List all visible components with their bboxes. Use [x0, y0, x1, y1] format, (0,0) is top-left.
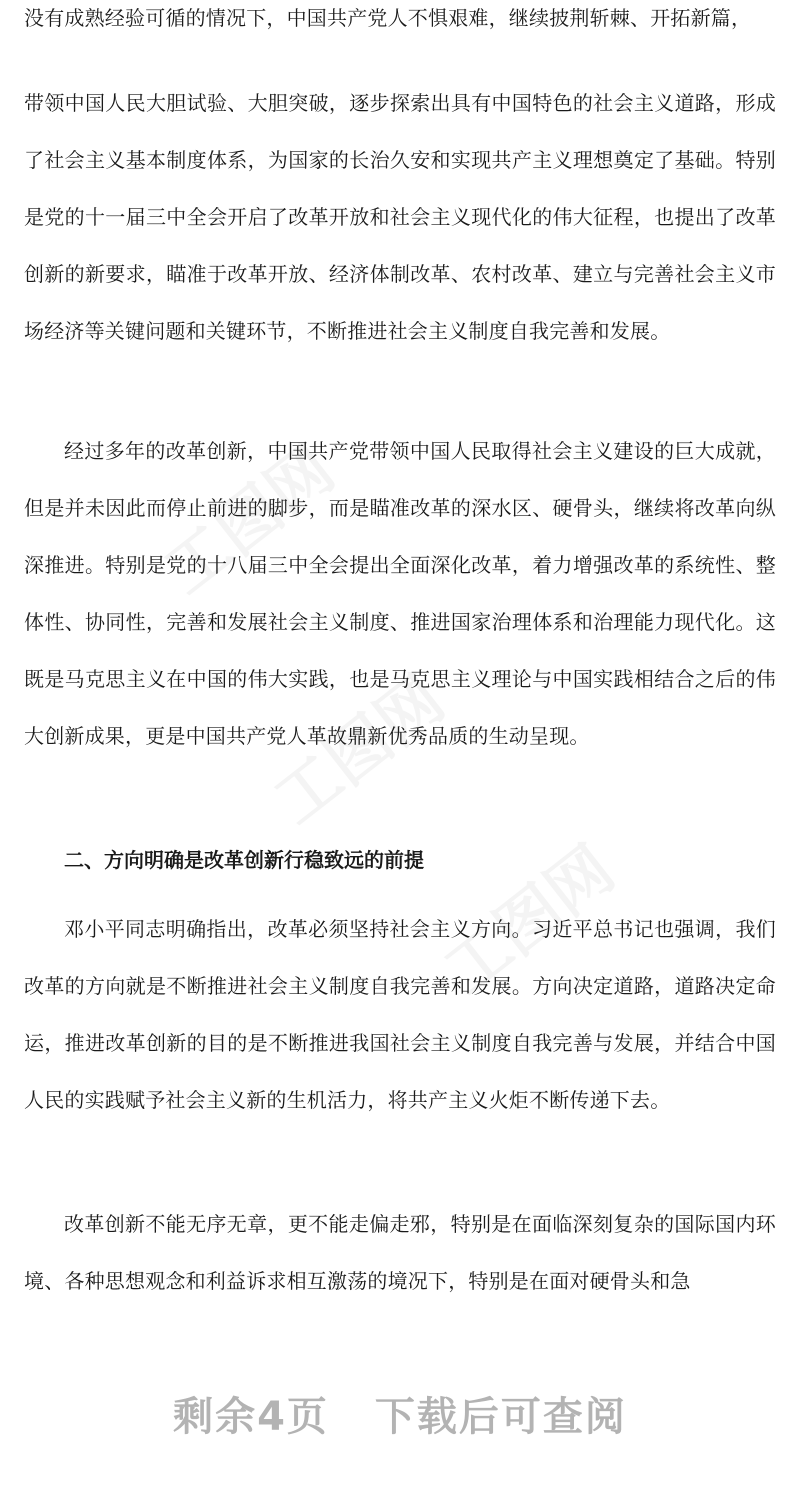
paragraph-4: 邓小平同志明确指出，改革必须坚持社会主义方向。习近平总书记也强调，我们改革的方向就是不断推进社会主义制度自我完善和发展。方向决定道路，道路决定命运，推进改革创新的目的是不断推进我国社会主义制度自我完善与发展，并结合中国人民的实践赋予社会主义新的生机活力，将共产主义火炬不断传递下去。 — [24, 917, 776, 1112]
paragraph-2: 带领中国人民大胆试验、大胆突破，逐步探索出具有中国特色的社会主义道路，形成了社会主义基本制度体系，为国家的长治久安和实现共产主义理想奠定了基础。特别是党的十一届三中全会开启了改革开放和社会主义现代化的伟大征程，也提出了改革创新的新要求，瞄准于改革开放、经济体制改革、农村改革、建立与完善社会主义市场经济等关键问题和关键环节，不断推进社会主义制度自我完善和发展。 — [24, 91, 776, 343]
paragraph-3: 经过多年的改革创新，中国共产党带领中国人民取得社会主义建设的巨大成就，但是并未因此而停止前进的脚步，而是瞄准改革的深水区、硬骨头，继续将改革向纵深推进。特别是党的十八届三中全会提出全面深化改革，着力增强改革的系统性、整体性、协同性，完善和发展社会主义制度、推进国家治理体系和治理能力现代化。这既是马克思主义在中国的伟大实践，也是马克思主义理论与中国实践相结合之后的伟大创新成果，更是中国共产党人革故鼎新优秀品质的生动呈现。 — [24, 439, 776, 748]
section-heading: 二、方向明确是改革创新行稳致远的前提 — [64, 848, 424, 872]
remaining-pages-label: 剩余4页 — [173, 1394, 329, 1440]
download-to-view-label: 下载后可查阅 — [374, 1394, 627, 1440]
paragraph-1: 没有成熟经验可循的情况下，中国共产党人不惧艰难，继续披荆斩棘、开拓新篇， — [24, 6, 752, 30]
paragraph-5: 改革创新不能无序无章，更不能走偏走邪，特别是在面临深刻复杂的国际国内环境、各种思想观念和利益诉求相互激荡的境况下，特别是在面对硬骨头和急 — [24, 1212, 776, 1293]
download-prompt[interactable] — [0, 1385, 800, 1442]
